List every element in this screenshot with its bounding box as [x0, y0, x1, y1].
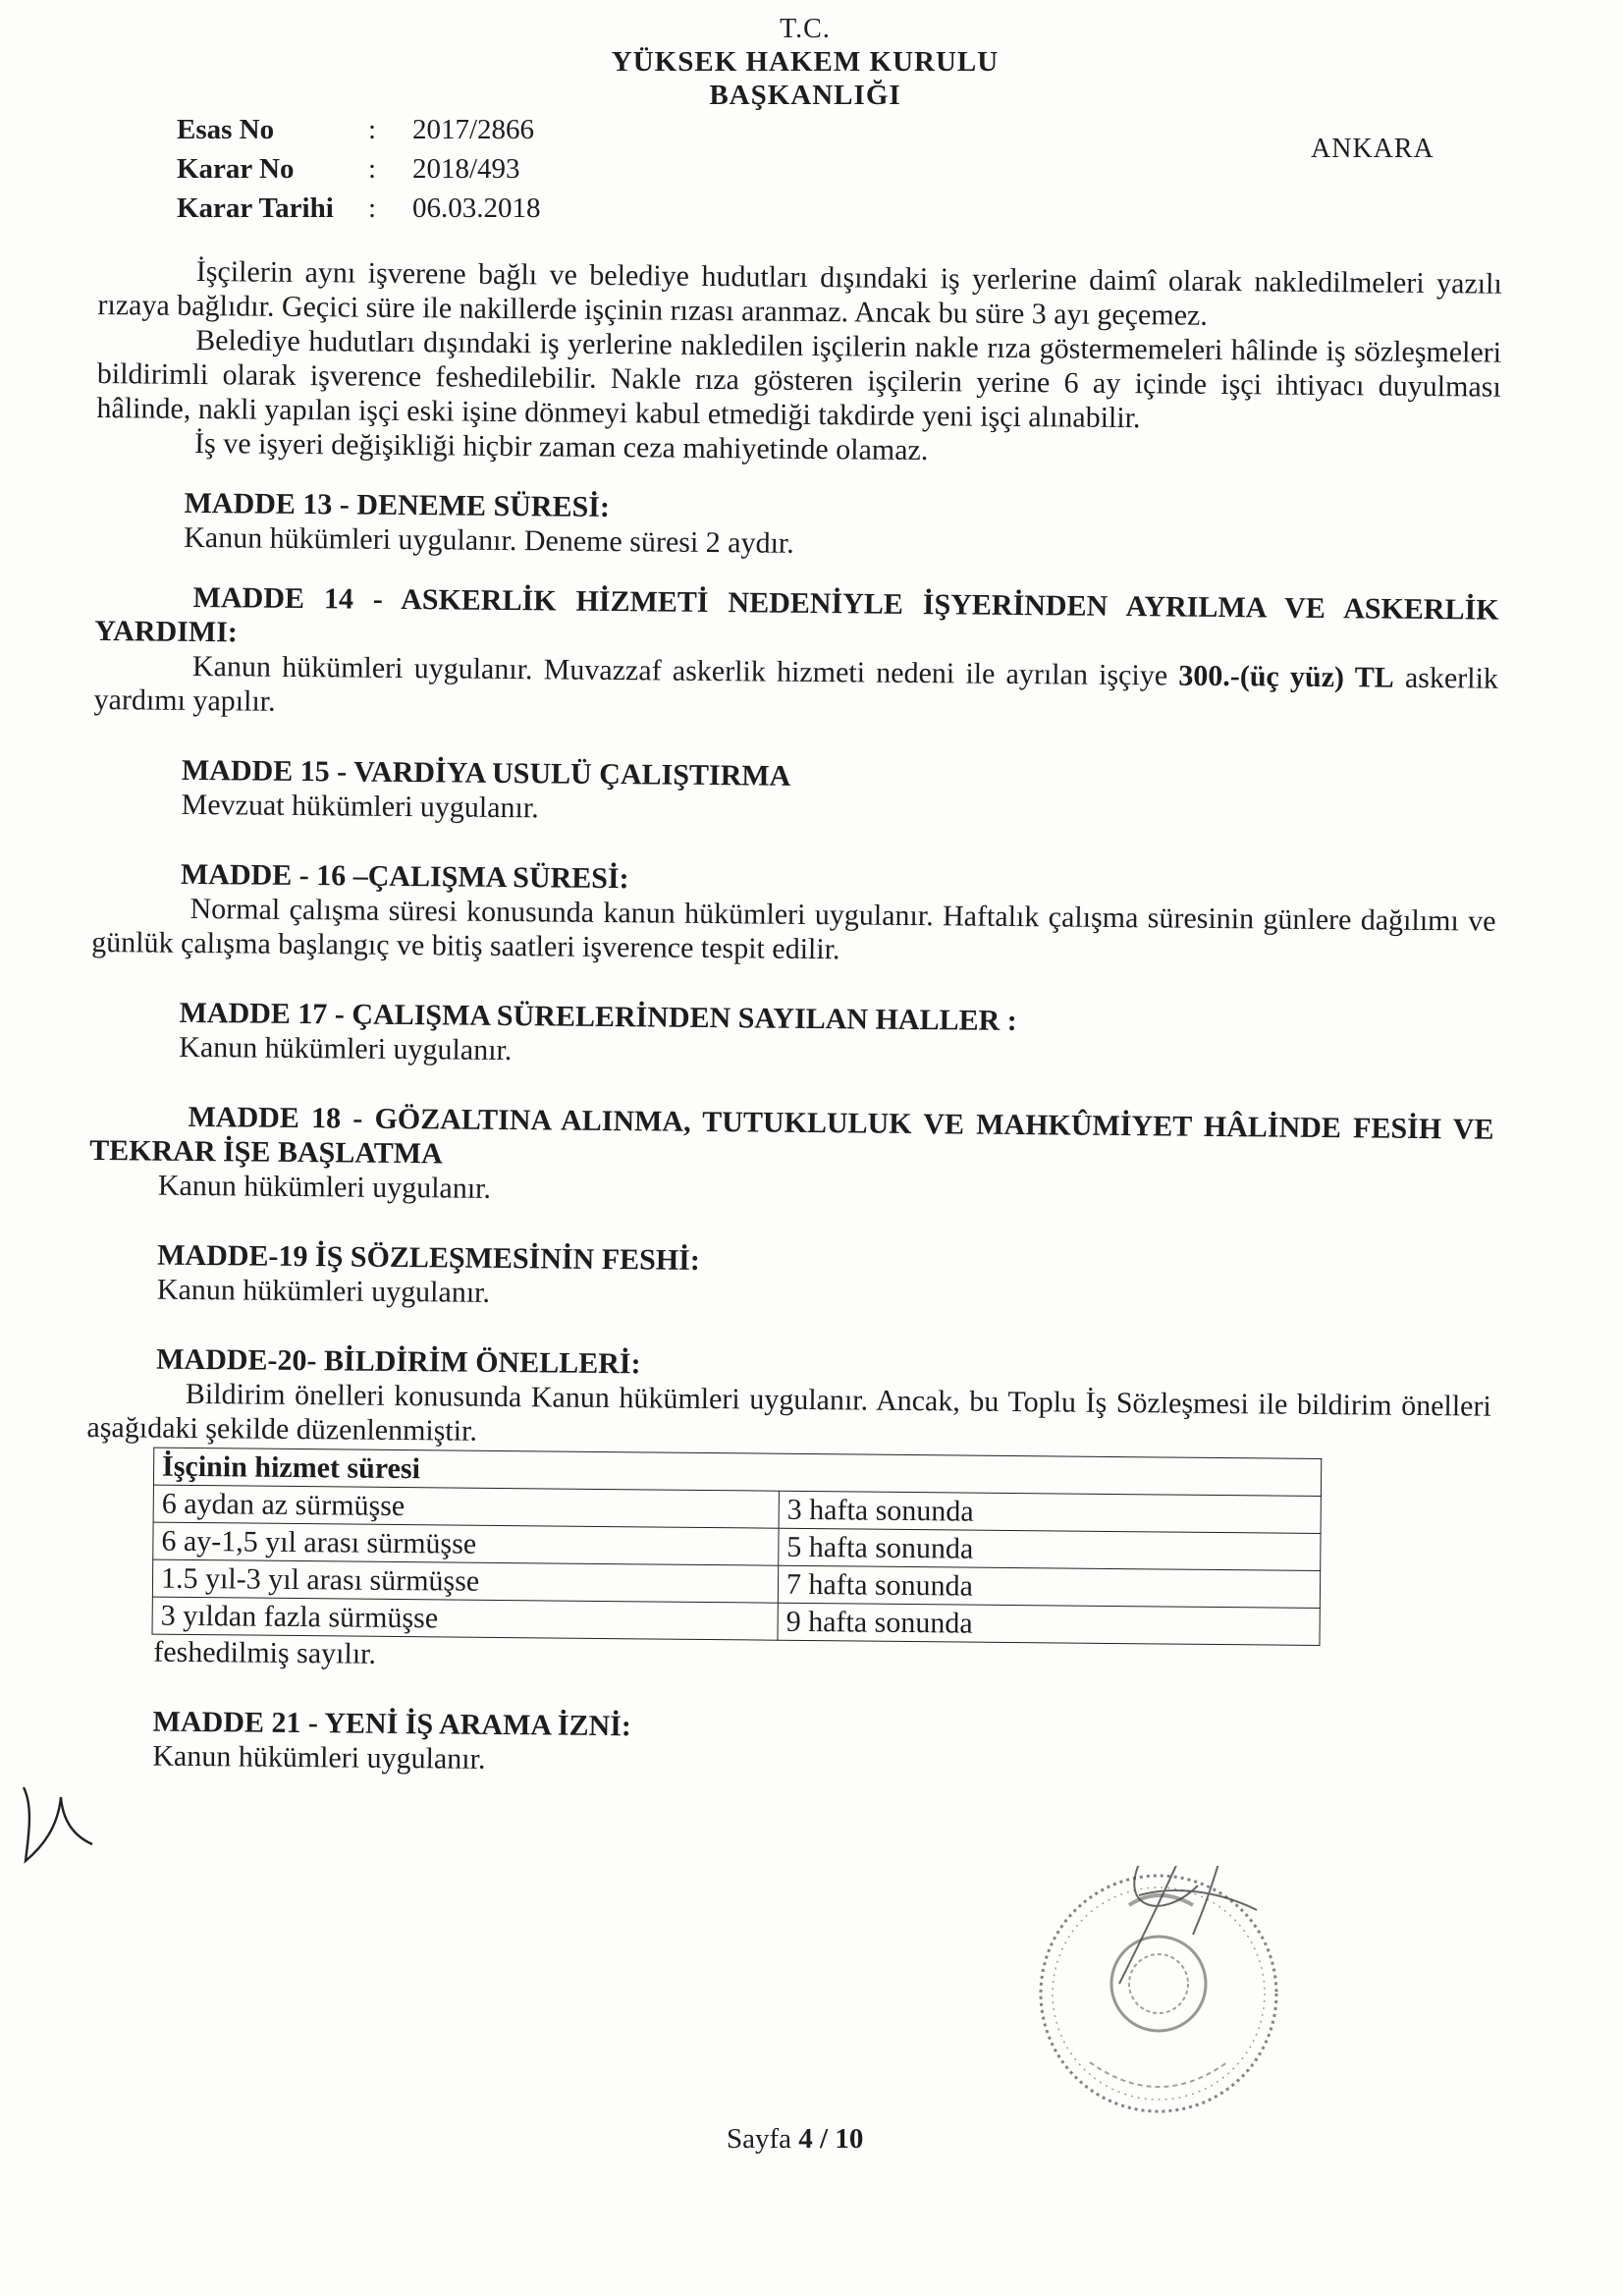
header-org-line2: BAŞKANLIĞI	[709, 80, 901, 111]
article-20-after: feshedilmiş sayılır.	[153, 1635, 377, 1670]
article-17-text: Kanun hükümleri uygulanır.	[179, 1030, 513, 1067]
notice-cell: 9 hafta sonunda	[778, 1603, 1320, 1645]
header-tc: T.C.	[780, 14, 831, 44]
service-period-cell: 6 aydan az sürmüşse	[153, 1485, 779, 1528]
paragraph: İşçilerin aynı işverene bağlı ve belediye hudutları dışındaki iş yerlerine daimî olarak nakledilmeleri yazılı rızaya bağlıdır. Geçici süre ile nakillerde işçinin rızası aranmaz. Ancak bu süre 3 ayı geçemez.	[97, 254, 1502, 332]
article-17-title: MADDE 17 - ÇALIŞMA SÜRELERİNDEN SAYILAN HALLER :	[179, 996, 1017, 1038]
service-period-cell: 6 ay-1,5 yıl arası sürmüşse	[153, 1522, 779, 1565]
page-footer	[727, 2123, 863, 2156]
meta-value: 2018/493	[412, 153, 520, 185]
paragraph: İş ve işyeri değişikliği hiçbir zaman ceza mahiyetinde olamaz.	[193, 426, 929, 467]
document-body	[83, 253, 1502, 1786]
header-city: ANKARA	[1311, 134, 1434, 164]
case-meta	[177, 110, 541, 228]
article-16-title: MADDE - 16 –ÇALIŞMA SÜRESİ:	[180, 857, 629, 896]
article-14-amount: 300.-(üç yüz) TL	[1178, 659, 1394, 694]
article-15-text: Mevzuat hükümleri uygulanır.	[181, 788, 539, 825]
notice-cell: 5 hafta sonunda	[779, 1528, 1321, 1570]
meta-key: Karar No	[177, 153, 295, 185]
handwritten-initial-icon	[14, 1768, 102, 1876]
meta-value: 06.03.2018	[412, 192, 541, 224]
table-header-cell: İşçinin hizmet süresi	[153, 1448, 1321, 1496]
article-20-text: Bildirim önelleri konusunda Kanun hükümleri uygulanır. Ancak, bu Toplu İş Sözleşmesi ile bildirim önelleri aşağıdaki şekilde düzenlenmiştir.	[86, 1377, 1491, 1448]
article-20-title: MADDE-20- BİLDİRİM ÖNELLERİ:	[156, 1342, 641, 1381]
article-14-text-a: Kanun hükümleri uygulanır. Muvazzaf askerlik hizmeti nedeni ile ayrılan işçiye	[191, 649, 1179, 692]
article-21-text: Kanun hükümleri uygulanır.	[152, 1739, 486, 1776]
meta-row-tarih	[177, 189, 541, 228]
page-number: 4 / 10	[798, 2123, 864, 2155]
official-seal-icon	[992, 1866, 1325, 2180]
article-14-text-b: askerlik yardımı yapılır.	[93, 661, 1499, 718]
meta-key: Karar Tarihi	[177, 192, 334, 224]
meta-value: 2017/2866	[412, 114, 535, 145]
article-19-title: MADDE-19 İŞ SÖZLEŞMESİNİN FESHİ:	[157, 1238, 700, 1277]
meta-sep: :	[368, 114, 377, 145]
notice-cell: 3 hafta sonunda	[779, 1491, 1321, 1533]
meta-sep: :	[368, 192, 377, 224]
meta-row-esas	[177, 110, 541, 149]
article-18-title: MADDE 18 - GÖZALTINA ALINMA, TUTUKLULUK VE MAHKÛMİYET HÂLİNDE FESİH VE TEKRAR İŞE BAŞLATMA	[89, 1100, 1494, 1171]
meta-row-karar	[177, 149, 541, 189]
paragraph: Belediye hudutları dışındaki iş yerlerine nakledilen işçilerin nakle rıza göstermemeleri hâlinde iş sözleşmeleri bildirimli olarak işverence feshedilebilir. Nakle rıza gösteren işçilerin yerine 6 ay içinde işçi ihtiyacı duyulması hâlinde, nakli yapılan işçi eski işine dönmeyi kabul etmediği takdirde yeni işçi alınabilir.	[96, 323, 1502, 435]
notice-cell: 7 hafta sonunda	[778, 1565, 1320, 1608]
article-14-title: MADDE 14 - ASKERLİK HİZMETİ NEDENİYLE İŞYERİNDEN AYRILMA VE ASKERLİK YARDIMI:	[94, 580, 1499, 649]
service-period-cell: 3 yıldan fazla sürmüşse	[152, 1597, 778, 1640]
article-16-text: Normal çalışma süresi konusunda kanun hükümleri uygulanır. Haftalık çalışma süresinin günlere dağılımı ve günlük çalışma başlangıç ve bitiş saatleri işverence tespit edilir.	[91, 892, 1496, 966]
article-13-title: MADDE 13 - DENEME SÜRESİ:	[184, 486, 611, 524]
article-18-text: Kanun hükümleri uygulanır.	[157, 1169, 492, 1205]
article-21-title: MADDE 21 - YENİ İŞ ARAMA İZNİ:	[152, 1705, 632, 1743]
page-label: Sayfa	[727, 2123, 792, 2155]
meta-sep: :	[368, 153, 377, 185]
article-19-text: Kanun hükümleri uygulanır.	[156, 1273, 491, 1309]
meta-key: Esas No	[177, 114, 275, 145]
document-header	[550, 14, 1060, 112]
service-period-cell: 1.5 yıl-3 yıl arası sürmüşse	[152, 1559, 778, 1603]
header-org-line1: YÜKSEK HAKEM KURULU	[611, 46, 1000, 78]
article-13-text: Kanun hükümleri uygulanır. Deneme süresi 2 aydır.	[184, 520, 794, 560]
article-15-title: MADDE 15 - VARDİYA USULÜ ÇALIŞTIRMA	[181, 753, 791, 793]
notice-period-table	[152, 1448, 1323, 1646]
